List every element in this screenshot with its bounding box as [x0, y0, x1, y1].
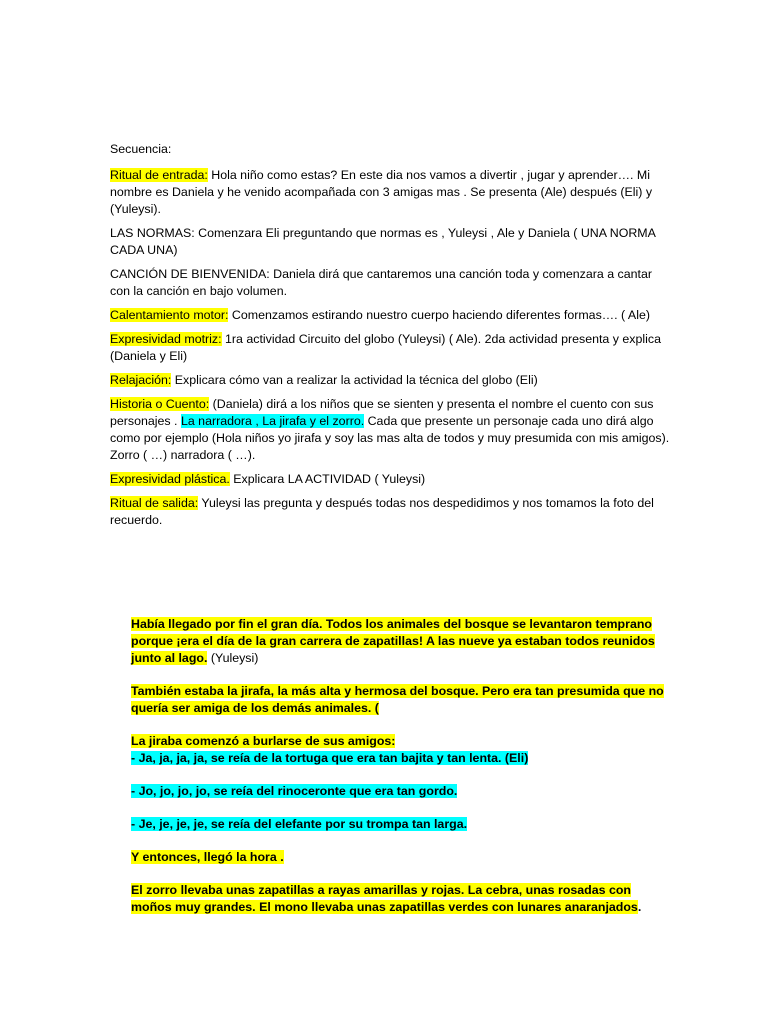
sequence-paragraph: [110, 266, 670, 300]
sequence-paragraph: [110, 225, 670, 259]
sequence-paragraph: [110, 307, 670, 324]
story-paragraph: [131, 882, 671, 916]
yellow-highlighted-text: Había llegado por fin el gran día. Todos los animales del bosque se levantaron temprano porque ¡era el día de la gran carrera de zapatillas! A las nueve ya estaban todos reunidos junto al lago.: [131, 617, 655, 665]
sequence-paragraph: [110, 372, 670, 389]
body-text: Hola niño como estas? En este dia nos vamos a divertir , jugar y aprender…. Mi nombre es Daniela y he venido acompañada con 3 amigas mas . Se presenta (Ale) después (Eli) y (Yuleysi).: [110, 168, 653, 216]
body-text: CANCIÓN DE BIENVENIDA: Daniela dirá que cantaremos una canción toda y comenzara a cantar con la canción en bajo volumen.: [110, 267, 652, 298]
yellow-highlighted-text: Ritual de entrada:: [110, 168, 208, 182]
story-paragraph: [131, 616, 671, 667]
cyan-highlighted-text: - Je, je, je, je, se reía del elefante por su trompa tan larga.: [131, 817, 468, 831]
yellow-highlighted-text: Expresividad motriz:: [110, 332, 222, 346]
sequence-paragraph: [110, 495, 670, 529]
sequence-section: [110, 141, 670, 536]
body-text: (Yuleysi): [207, 651, 259, 665]
story-section: [131, 616, 671, 932]
yellow-highlighted-text: También estaba la jirafa, la más alta y hermosa del bosque. Pero era tan presumida que no quería ser amiga de los demás animales. (: [131, 684, 664, 715]
body-text: Yuleysi las pregunta y después todas nos despedidimos y nos tomamos la foto del recuerdo.: [110, 496, 654, 527]
yellow-highlighted-text: Y entonces, llegó la hora .: [131, 850, 284, 864]
body-text: Explicara cómo van a realizar la actividad la técnica del globo (Eli): [171, 373, 538, 387]
yellow-highlighted-text: Expresividad plástica.: [110, 472, 230, 486]
yellow-highlighted-text: Relajación:: [110, 373, 172, 387]
body-text: LAS NORMAS: Comenzara Eli preguntando que normas es , Yuleysi , Ale y Daniela ( UNA NORMA CADA UNA): [110, 226, 656, 257]
body-text: .: [637, 900, 642, 914]
body-text: Comenzamos estirando nuestro cuerpo haciendo diferentes formas…. ( Ale): [228, 308, 650, 322]
story-paragraph: [131, 733, 671, 767]
sequence-paragraph: [110, 471, 670, 488]
yellow-highlighted-text: El zorro llevaba unas zapatillas a rayas amarillas y rojas. La cebra, unas rosadas con moños muy grandes. El mono llevaba unas zapatillas verdes con lunares anaranjados: [131, 883, 638, 914]
cyan-highlighted-text: - Jo, jo, jo, jo, se reía del rinoceronte que era tan gordo.: [131, 784, 458, 798]
story-paragraph: [131, 816, 671, 833]
story-paragraph: [131, 683, 671, 717]
yellow-highlighted-text: Ritual de salida:: [110, 496, 199, 510]
cyan-highlighted-text: - Ja, ja, ja, ja, se reía de la tortuga que era tan bajita y tan lenta. (Eli): [131, 751, 529, 765]
sequence-paragraph: [110, 167, 670, 218]
cyan-highlighted-text: La narradora , La jirafa y el zorro.: [180, 414, 365, 428]
yellow-highlighted-text: Calentamiento motor:: [110, 308, 229, 322]
sequence-heading: Secuencia:: [110, 142, 172, 156]
sequence-paragraph: [110, 331, 670, 365]
body-text: (Daniela) dirá a los niños que se sienten y presenta el nombre el cuento con sus personajes .: [110, 397, 654, 428]
story-paragraph: [131, 783, 671, 800]
story-paragraph: [131, 849, 671, 866]
body-text: Cada que presente un personaje cada uno dirá algo como por ejemplo (Hola niños yo jirafa y soy las mas alta de todos y muy presumida con mis amigos). Zorro ( …) narradora ( …).: [110, 414, 670, 462]
sequence-paragraph: [110, 396, 670, 464]
body-text: Explicara LA ACTIVIDAD ( Yuleysi): [229, 472, 426, 486]
body-text: 1ra actividad Circuito del globo (Yuleysi) ( Ale). 2da actividad presenta y explica (Daniela y Eli): [110, 332, 661, 363]
yellow-highlighted-text: Historia o Cuento:: [110, 397, 210, 411]
yellow-highlighted-text: La jiraba comenzó a burlarse de sus amigos:: [131, 734, 396, 748]
sequence-paragraphs: [110, 167, 670, 529]
